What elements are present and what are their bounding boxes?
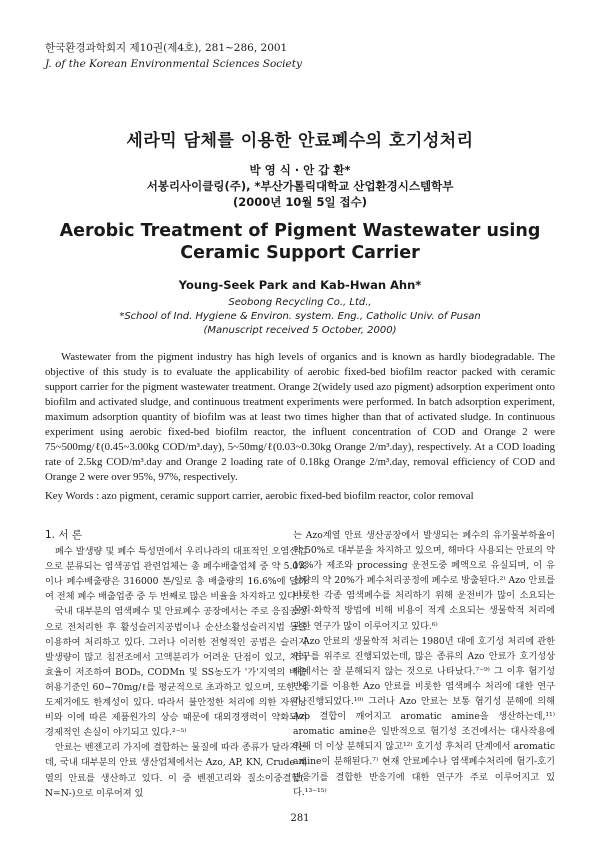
section-heading: 1. 서 론	[45, 529, 82, 541]
title-korean: 세라믹 담체를 이용한 안료폐수의 호기성처리	[126, 131, 474, 151]
affiliation-english-1: Seobong Recycling Co., Ltd.,	[228, 297, 372, 308]
author-block-korean	[0, 162, 600, 210]
affiliation-english-2: *School of Ind. Hygiene & Environ. system. Eng., Catholic Univ. of Pusan	[119, 311, 481, 322]
page-number: 281	[290, 813, 310, 824]
authors-english: Young-Seek Park and Kab-Hwan Ahn*	[178, 278, 422, 292]
title-english: Aerobic Treatment of Pigment Wastewater using Ceramic Support Carrier	[59, 221, 541, 263]
authors-korean: 박 영 식 · 안 갑 환*	[249, 163, 351, 177]
journal-name-ko: 한국환경과학회지 제10권(제4호), 281~286, 2001	[45, 42, 288, 54]
abstract-text: Wastewater from the pigment industry has high levels of organics and is known as hardly biodegradable. The objective of this study is to evaluate the applicability of aerobic fixed-bed biofilm reactor packed with ceramic support carrier for the pigment wastewater treatment. Orange 2(widely used azo pigment) adsorption experiment onto biofilm and activated sludge, and continuous treatment experiments were performed. In batch adsorption experiment, maximum adsorption quantity of biofilm was at least two times higher than that of activated sludge. In continuous experiment using aerobic fixed-bed biofilm reactor, the influent concentration of COD and Orange 2 were 75~500mg/ℓ(0.45~3.00kg COD/m³.day), 5~50mg/ℓ(0.03~0.30kg Orange 2/m³.day), respectively. At a COD loading rate of 2.5kg COD/m³.day and Orange 2 loading rate of 0.18kg Orange 2/m³.day, removal efficiency of COD and Orange 2 were over 95%, 97%, respectively.	[45, 351, 555, 483]
affiliation-korean: 서봉리사이클링(주), *부산가톨릭대학교 산업환경시스템학부	[146, 179, 454, 193]
received-korean: (2000년 10월 5일 접수)	[232, 195, 368, 209]
journal-name-en: J. of the Korean Environmental Sciences Society	[45, 58, 302, 70]
paragraph: 안료는 벤젠고리 가지에 결합하는 물질에 따라 종류가 달라지는데, 국내 대부분의 안료 생산업체에서는 Azo, AP, KN, Crude 계열의 안료를 생산하고 있다. 이 중 벤젠고리와 질소이중결합(-N=N-)으로 이루어져 있	[45, 742, 307, 799]
keywords: Key Words : azo pigment, ceramic support carrier, aerobic fixed-bed biofilm reactor, color removal	[45, 490, 474, 502]
abstract	[45, 350, 555, 485]
paragraph: 국내 대부분의 염색폐수 및 안료폐수 공장에서는 주로 응집공정으로 전처리한 후 활성슬러지공법이나 순산소활성슬러지법 등을 이용하여 처리하고 있다. 그러나 이러한 전형적인 공법은 슬러지 발생량이 많고 침전조에서 고액분리가 어려운 단점이 있고, 처리효율이 저조하여 BOD₅, CODMn 및 SS농도가 '가'지역의 배출허용기준인 60~70mg/ℓ를 평균적으로 초과하고 있으며, 또한 색도제거에도 한계성이 있다. 따라서 불안정한 처리에 의한 자원낭비와 이에 따른 제품원가의 상승 때문에 대외경쟁력이 약화되어 경제적인 손실이 야기되고 있다.²⁻⁵⁾	[45, 606, 307, 739]
body-column-right	[293, 528, 555, 800]
received-english: (Manuscript received 5 October, 2000)	[203, 325, 397, 336]
paragraph: Azo 안료의 생물학적 처리는 1980년 대에 호기성 처리에 관한 연구를 위주로 진행되었는데, 많은 종류의 Azo 안료가 호기성상태에서는 잘 분해되지 않는 것으로 나타났다.⁷⁻⁹⁾ 그 이후 혐기성 반응기를 이용한 Azo 안료를 비롯한 염색폐수 처리에 대한 연구가 진행되었다.¹⁰⁾ 그러나 Azo 안료는 보통 혐기성 분해에 의해 Azo 결합이 깨어지고 aromatic amine을 생산하는데,¹¹⁾ aromatic amine은 일반적으로 혐기성 조건에서는 대사작용에 의해 더 이상 분해되지 않고¹²⁾ 호기성 후처리 단계에서 aromatic amine이 분해된다.⁷⁾ 현재 안료폐수나 염색폐수처리에 혐기-호기 반응기를 결합한 반응기에 대한 연구가 주로 이루어지고 있다.¹³⁻¹⁵⁾	[293, 635, 555, 798]
paragraph: 폐수 발생량 및 폐수 특성면에서 우리나라의 대표적인 오염산업으로 분류되는 염색공업 관련업체는 총 폐수배출업체 중 약 5.0%이나 폐수배출량은 316000 톤/일로 총 배출량의 16.6%에 달하여 전체 폐수 배출업종 중 두 번째로 많은 비율을 차지하고 있다.¹⁾	[45, 546, 307, 603]
journal-header	[45, 40, 302, 72]
affiliation-english	[0, 296, 600, 338]
paragraph: 는 Azo계열 안료 생산공장에서 발생되는 폐수의 유기물부하율이 약 50%로 대부분을 차지하고 있으며, 해마다 사용되는 안료의 약 12%가 제조와 processing 운전도중 폐액으로 유실되며, 이 유실량의 약 20%가 폐수처리공정에 폐수로 방출된다.²⁾ Azo 안료를 비롯한 각종 염색폐수를 처리하기 위해 운전비가 많이 소요되는 물리·화학적 방법에 비해 비용이 적게 소요되는 생물학적 처리에 관한 연구가 많이 이루어지고 있다.⁶⁾	[293, 530, 555, 632]
body-column-left	[45, 528, 307, 801]
